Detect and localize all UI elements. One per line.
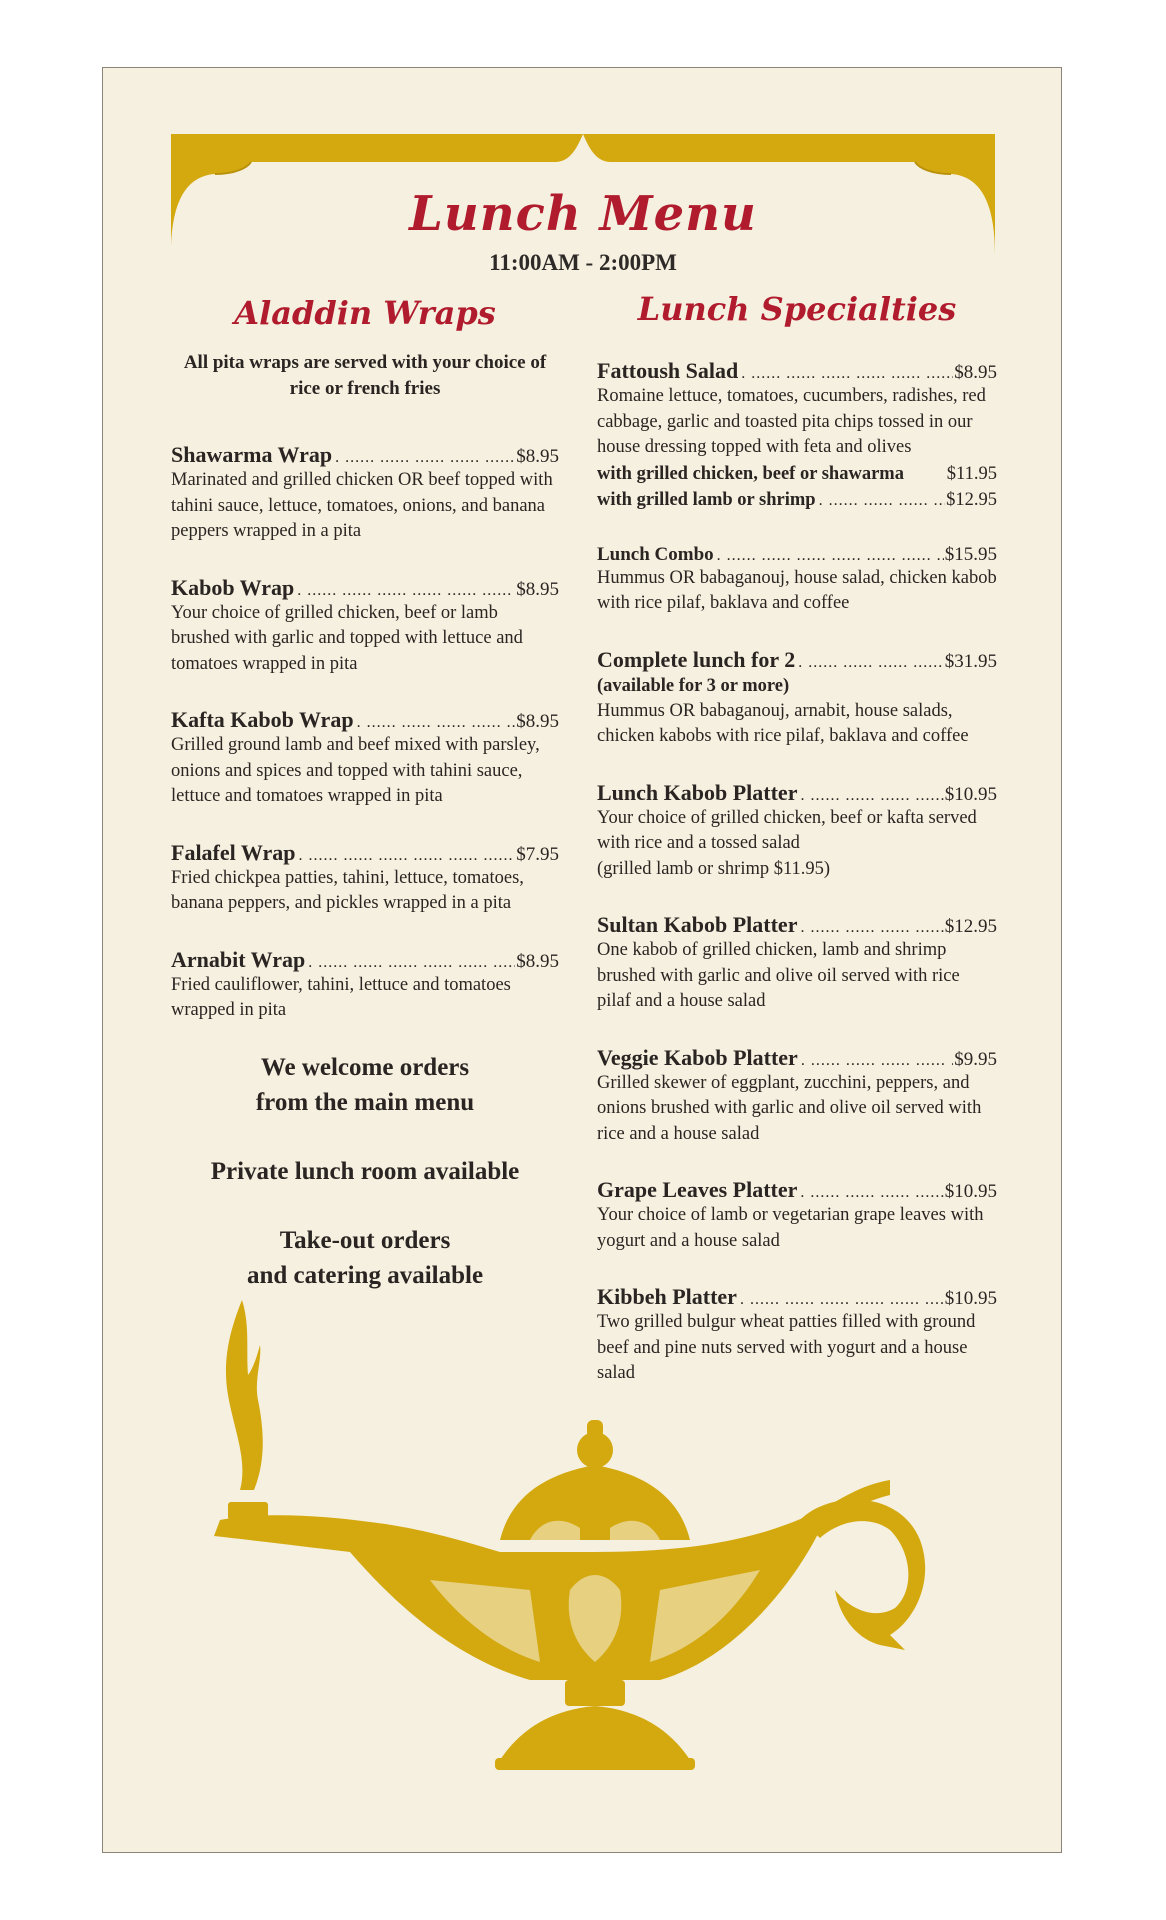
specialties-column <box>597 358 997 1417</box>
menu-item <box>597 1045 997 1148</box>
item-price: $7.95 <box>516 843 559 865</box>
menu-item <box>171 442 559 545</box>
item-description: Marinated and grilled chicken OR beef topped with tahini sauce, lettuce, tomatoes, onions, and banana peppers wrapped in a pita <box>171 470 553 541</box>
menu-item <box>171 575 559 678</box>
item-price: $8.95 <box>516 578 559 600</box>
item-description: Fried cauliflower, tahini, lettuce and tomatoes wrapped in pita <box>171 974 511 1020</box>
item-price: $10.95 <box>944 1288 997 1309</box>
item-description: Romaine lettuce, tomatoes, cucumbers, radishes, red cabbage, garlic and toasted pita chips tossed in our house dressing topped with feta and olives <box>597 386 986 457</box>
main-menu-note: We welcome orders from the main menu <box>255 1053 475 1116</box>
item-description: Grilled ground lamb and beef mixed with parsley, onions and spices and topped with tahini sauce, lettuce and tomatoes wrapped in pita <box>171 735 540 806</box>
menu-item <box>171 840 559 917</box>
private-room-note: Private lunch room available <box>210 1157 520 1185</box>
item-price: $8.95 <box>516 446 559 467</box>
item-description: Grilled skewer of eggplant, zucchini, peppers, and onions brushed with garlic and olive oil served with rice and a house salad <box>597 1072 982 1144</box>
magic-lamp-icon <box>200 1290 960 1790</box>
menu-item <box>597 780 997 883</box>
item-description: One kabob of grilled chicken, lamb and shrimp brushed with garlic and olive oil served with rice pilaf and a house salad <box>597 940 960 1011</box>
catering-note: Take-out orders and catering available <box>246 1226 484 1289</box>
item-description: Fried chickpea patties, tahini, lettuce, tomatoes, banana peppers, and pickles wrapped in a pita <box>171 867 524 913</box>
item-price: $10.95 <box>944 783 997 805</box>
item-name: Lunch Kabob Platter <box>597 779 798 805</box>
item-price: $9.95 <box>954 1048 997 1070</box>
item-price: $31.95 <box>944 650 997 672</box>
specialties-heading: Lunch Specialties <box>637 290 957 328</box>
item-price: $12.95 <box>944 916 997 937</box>
wraps-column <box>171 350 559 1327</box>
item-name: Veggie Kabob Platter <box>597 1044 798 1070</box>
item-description: Hummus OR babaganouj, house salad, chicken kabob with rice pilaf, baklava and coffee <box>597 567 997 613</box>
item-name: Shawarma Wrap <box>171 442 333 467</box>
menu-item <box>597 544 997 617</box>
menu-title: Lunch Menu <box>409 186 757 242</box>
item-description: Your choice of grilled chicken, beef or kafta served with rice and a tossed salad <box>597 807 977 853</box>
item-description: Two grilled bulgur wheat patties filled with ground beef and pine nuts served with yogurt and a house salad <box>597 1312 976 1383</box>
item-name: Arnabit Wrap <box>171 946 306 972</box>
item-extra: (grilled lamb or shrimp $11.95) <box>597 858 831 879</box>
item-description: Your choice of lamb or vegetarian grape leaves with yogurt and a house salad <box>597 1205 984 1251</box>
item-name: Fattoush Salad <box>597 358 739 383</box>
menu-item <box>597 358 997 514</box>
wraps-heading: Aladdin Wraps <box>234 294 496 332</box>
menu-item <box>597 1177 997 1254</box>
wraps-intro: All pita wraps are served with your choice of rice or french fries <box>183 352 547 399</box>
item-name: Kafta Kabob Wrap <box>171 707 354 732</box>
item-description: Your choice of grilled chicken, beef or lamb brushed with garlic and topped with lettuce and tomatoes wrapped in pita <box>171 602 523 674</box>
item-subnote: (available for 3 or more) <box>597 675 790 696</box>
item-price: $8.95 <box>954 362 997 383</box>
item-name: Kibbeh Platter <box>597 1284 737 1309</box>
item-name: Falafel Wrap <box>171 839 296 865</box>
item-option: with grilled chicken, beef or shawarma $11.95 <box>597 463 997 484</box>
item-option: with grilled lamb or shrimp . ... $12.95 <box>597 487 997 514</box>
item-price: $8.95 <box>516 711 559 732</box>
item-price: $8.95 <box>516 950 559 972</box>
item-price: $15.95 <box>944 543 997 565</box>
item-price: $10.95 <box>944 1181 997 1202</box>
item-name: Lunch Combo <box>597 543 714 565</box>
menu-item <box>597 647 997 750</box>
item-name: Sultan Kabob Platter <box>597 912 798 937</box>
lunch-hours: 11:00AM - 2:00PM <box>489 250 677 275</box>
item-name: Grape Leaves Platter <box>597 1177 798 1202</box>
menu-item <box>171 947 559 1024</box>
item-name: Complete lunch for 2 <box>597 646 796 672</box>
menu-item <box>597 912 997 1015</box>
menu-item <box>171 707 559 810</box>
item-name: Kabob Wrap <box>171 574 295 600</box>
item-description: Hummus OR babaganouj, arnabit, house salads, chicken kabobs with rice pilaf, baklava and coffee <box>597 700 969 746</box>
